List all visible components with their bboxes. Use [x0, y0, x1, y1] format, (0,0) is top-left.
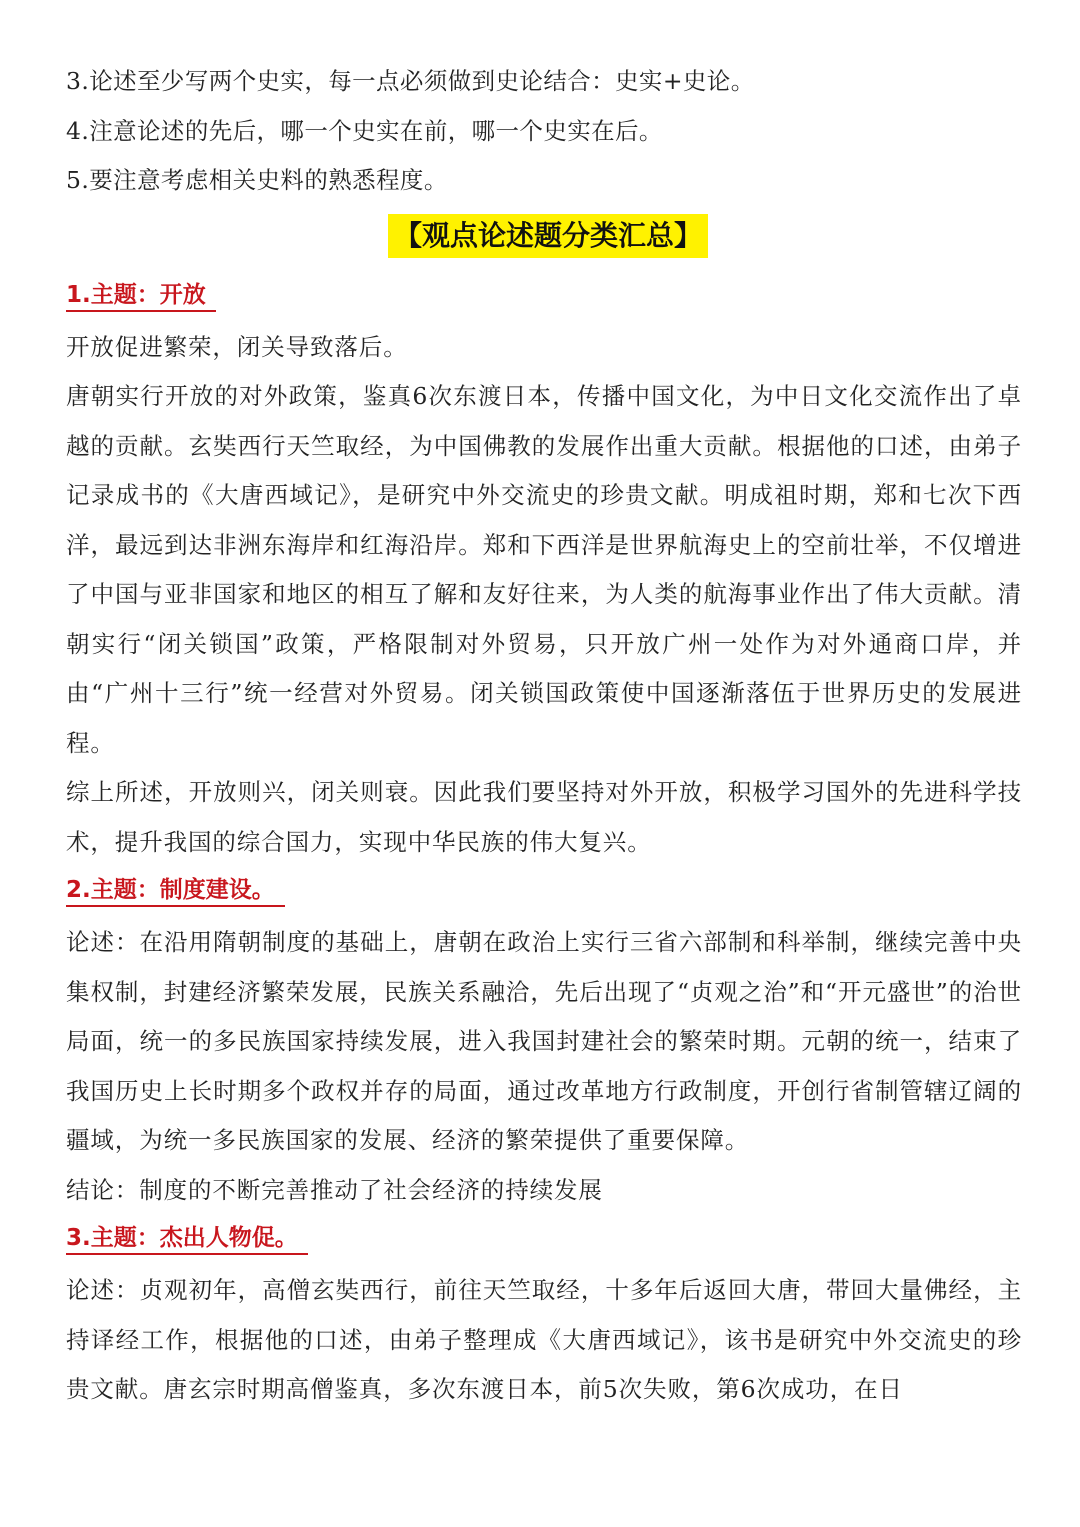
banner-container [66, 214, 1022, 272]
body-paragraph: 论述：贞观初年，高僧玄奘西行，前往天竺取经，十多年后返回大唐，带回大量佛经，主持译经工作，根据他的口述，由弟子整理成《大唐西域记》，该书是研究中外交流史的珍贵文献。唐玄宗时期高僧鉴真，多次东渡日本，前5次失败，第6次成功，在日 [66, 1276, 1022, 1403]
body-paragraph: 论述：在沿用隋朝制度的基础上，唐朝在政治上实行三省六部制和科举制，继续完善中央集权制，封建经济繁荣发展，民族关系融洽，先后出现了“贞观之治”和“开元盛世”的治世局面，统一的多民族国家持续发展，进入我国封建社会的繁荣时期。元朝的统一，结束了我国历史上长时期多个政权并存的局面，通过改革地方行政制度，开创行省制管辖辽阔的疆域，为统一多民族国家的发展、经济的繁荣提供了重要保障。 [66, 928, 1022, 1154]
section-open [66, 272, 1022, 868]
intro-item: 3.论述至少写两个史实，每一点必须做到史论结合：史实+史论。 [66, 67, 755, 95]
body-paragraph: 开放促进繁荣，闭关导致落后。 [66, 332, 408, 361]
body-paragraph: 唐朝实行开放的对外政策，鉴真6次东渡日本，传播中国文化，为中日文化交流作出了卓越的贡献。玄奘西行天竺取经，为中国佛教的发展作出重大贡献。根据他的口述，由弟子记录成书的《大唐西域记》，是研究中外交流史的珍贵文献。明成祖时期，郑和七次下西洋，最远到达非洲东海岸和红海沿岸。郑和下西洋是世界航海史上的空前壮举，不仅增进了中国与亚非国家和地区的相互了解和友好往来，为人类的航海事业作出了伟大贡献。清朝实行“闭关锁国”政策，严格限制对外贸易，只开放广州一处作为对外通商口岸，并由“广州十三行”统一经营对外贸易。闭关锁国政策使中国逐渐落伍于世界历史的发展进程。 [66, 382, 1022, 757]
section-institution [66, 867, 1022, 1215]
intro-list [66, 57, 1022, 206]
intro-item: 4.注意论述的先后，哪一个史实在前，哪一个史实在后。 [66, 116, 663, 145]
section-heading: 2.主题：制度建设。 [66, 875, 285, 907]
body-paragraph: 结论：制度的不断完善推动了社会经济的持续发展 [66, 1175, 603, 1204]
section-figures [66, 1215, 1022, 1415]
section-banner-title: 【观点论述题分类汇总】 [388, 214, 708, 258]
body-paragraph: 综上所述，开放则兴，闭关则衰。因此我们要坚持对外开放，积极学习国外的先进科学技术，提升我国的综合国力，实现中华民族的伟大复兴。 [66, 778, 1022, 856]
intro-item: 5.要注意考虑相关史料的熟悉程度。 [66, 166, 448, 194]
section-heading: 3.主题：杰出人物促。 [66, 1223, 308, 1255]
section-heading: 1.主题：开放 [66, 280, 216, 312]
